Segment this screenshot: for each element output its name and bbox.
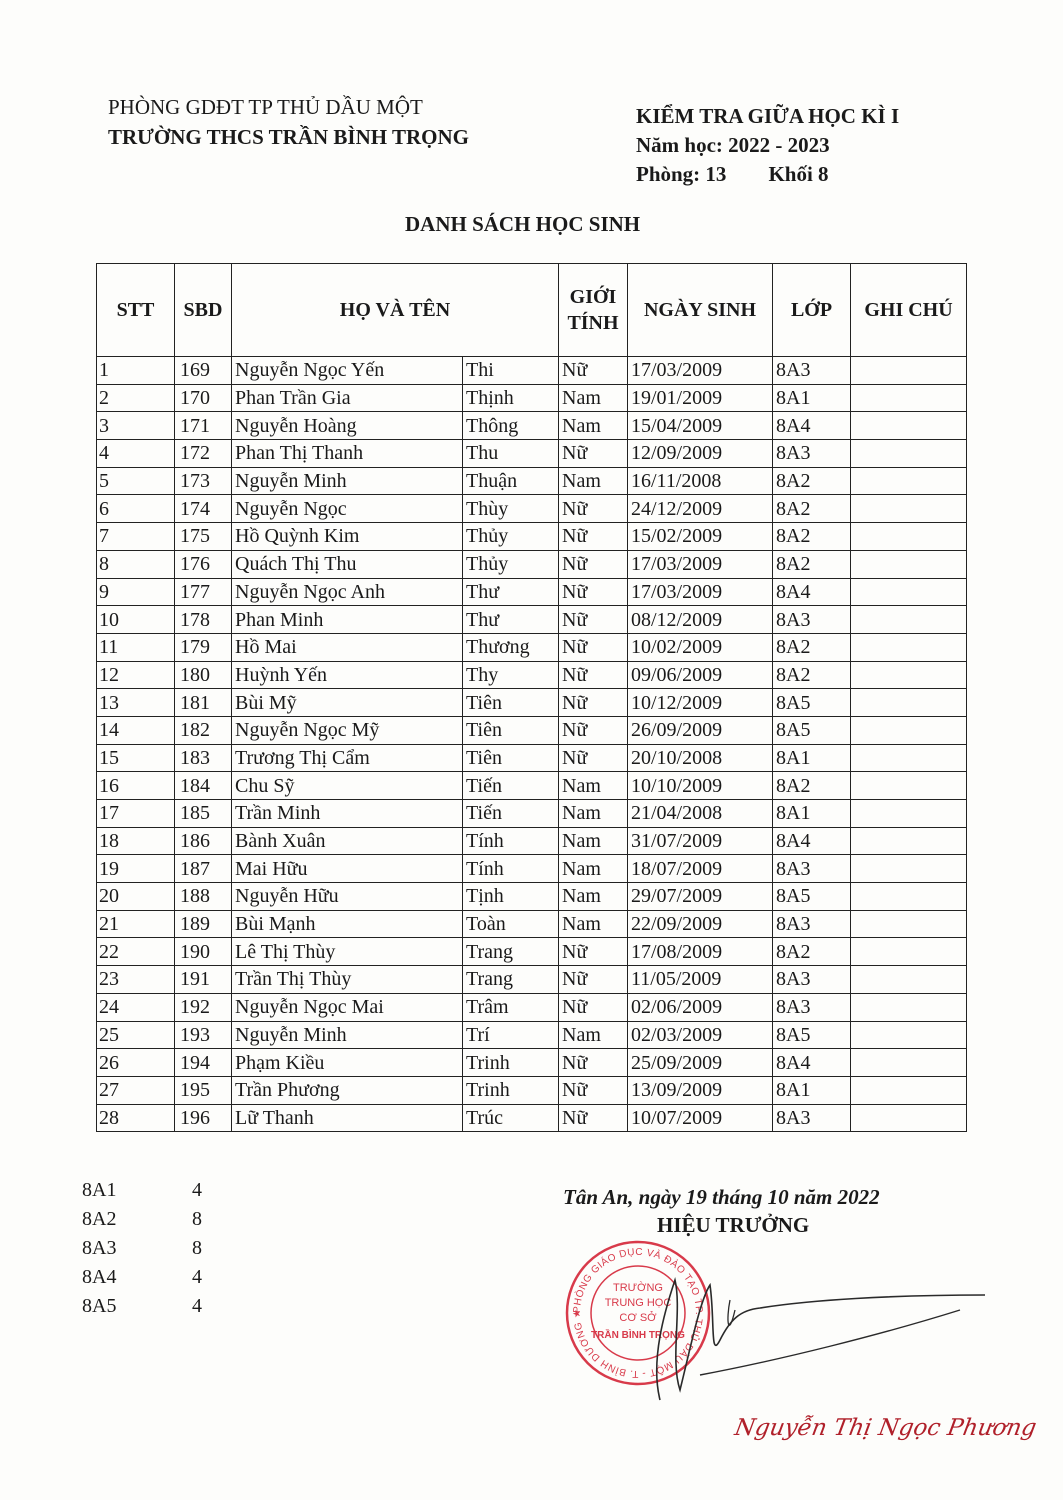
cell-note (851, 744, 967, 772)
cell-surname: Bành Xuân (232, 827, 463, 855)
cell-dob: 26/09/2009 (628, 716, 773, 744)
cell-sbd: 170 (175, 384, 232, 412)
table-row (97, 689, 967, 717)
cell-surname: Nguyễn Minh (232, 1021, 463, 1049)
cell-note (851, 550, 967, 578)
table-row (97, 495, 967, 523)
cell-surname: Hồ Mai (232, 633, 463, 661)
cell-stt: 23 (97, 966, 175, 994)
cell-sbd: 194 (175, 1049, 232, 1077)
col-header-stt: STT (97, 264, 175, 357)
cell-given: Trang (463, 966, 559, 994)
cell-note (851, 1104, 967, 1132)
cell-stt: 26 (97, 1049, 175, 1077)
cell-sbd: 190 (175, 938, 232, 966)
cell-gender: Nữ (559, 495, 628, 523)
table-row (97, 744, 967, 772)
cell-note (851, 661, 967, 689)
school-name: TRƯỜNG THCS TRẦN BÌNH TRỌNG (108, 125, 469, 149)
cell-sbd: 178 (175, 606, 232, 634)
summary-class: 8A1 (82, 1179, 117, 1201)
cell-stt: 8 (97, 550, 175, 578)
cell-class: 8A2 (773, 523, 851, 551)
cell-note (851, 910, 967, 938)
cell-given: Thủy (463, 550, 559, 578)
cell-sbd: 181 (175, 689, 232, 717)
cell-sbd: 171 (175, 412, 232, 440)
cell-stt: 21 (97, 910, 175, 938)
svg-text:TRUNG HỌC: TRUNG HỌC (604, 1297, 672, 1309)
cell-class: 8A3 (773, 1104, 851, 1132)
list-title: DANH SÁCH HỌC SINH (405, 212, 641, 236)
cell-surname: Chu Sỹ (232, 772, 463, 800)
exam-title: KIỂM TRA GIỮA HỌC KÌ I (636, 104, 900, 128)
cell-note (851, 412, 967, 440)
cell-gender: Nam (559, 772, 628, 800)
cell-gender: Nữ (559, 716, 628, 744)
cell-dob: 13/09/2009 (628, 1076, 773, 1104)
cell-sbd: 179 (175, 633, 232, 661)
cell-dob: 29/07/2009 (628, 883, 773, 911)
cell-sbd: 176 (175, 550, 232, 578)
col-header-gender-line1: GIỚI (569, 286, 617, 308)
cell-given: Tiên (463, 744, 559, 772)
cell-given: Thông (463, 412, 559, 440)
cell-stt: 25 (97, 1021, 175, 1049)
summary-row (82, 1263, 202, 1292)
cell-given: Trí (463, 1021, 559, 1049)
cell-surname: Mai Hữu (232, 855, 463, 883)
cell-given: Trinh (463, 1076, 559, 1104)
cell-given: Thuận (463, 467, 559, 495)
cell-dob: 16/11/2008 (628, 467, 773, 495)
cell-note (851, 883, 967, 911)
cell-gender: Nam (559, 384, 628, 412)
cell-gender: Nam (559, 827, 628, 855)
cell-stt: 28 (97, 1104, 175, 1132)
cell-surname: Phan Thị Thanh (232, 440, 463, 468)
cell-note (851, 772, 967, 800)
cell-gender: Nữ (559, 357, 628, 385)
cell-dob: 17/03/2009 (628, 550, 773, 578)
cell-given: Tiên (463, 716, 559, 744)
cell-stt: 15 (97, 744, 175, 772)
cell-dob: 25/09/2009 (628, 1049, 773, 1077)
cell-dob: 02/03/2009 (628, 1021, 773, 1049)
cell-sbd: 193 (175, 1021, 232, 1049)
summary-class: 8A5 (82, 1295, 117, 1317)
cell-gender: Nữ (559, 550, 628, 578)
cell-dob: 22/09/2009 (628, 910, 773, 938)
room-grade-line (636, 160, 899, 189)
cell-given: Thy (463, 661, 559, 689)
cell-class: 8A1 (773, 384, 851, 412)
cell-stt: 1 (97, 357, 175, 385)
cell-class: 8A3 (773, 357, 851, 385)
col-header-sbd: SBD (175, 264, 232, 357)
cell-surname: Nguyễn Ngọc Anh (232, 578, 463, 606)
cell-sbd: 175 (175, 523, 232, 551)
cell-dob: 10/07/2009 (628, 1104, 773, 1132)
cell-surname: Trần Minh (232, 800, 463, 828)
cell-class: 8A2 (773, 495, 851, 523)
cell-note (851, 495, 967, 523)
cell-gender: Nữ (559, 1049, 628, 1077)
cell-surname: Nguyễn Minh (232, 467, 463, 495)
table-row (97, 938, 967, 966)
table-row (97, 827, 967, 855)
cell-surname: Phan Trần Gia (232, 384, 463, 412)
cell-dob: 31/07/2009 (628, 827, 773, 855)
cell-class: 8A4 (773, 578, 851, 606)
summary-row (82, 1205, 202, 1234)
table-row (97, 1076, 967, 1104)
cell-stt: 10 (97, 606, 175, 634)
summary-count: 8 (192, 1237, 202, 1259)
principal-signature (630, 1250, 990, 1420)
cell-stt: 20 (97, 883, 175, 911)
table-row (97, 384, 967, 412)
cell-given: Thu (463, 440, 559, 468)
summary-count: 4 (192, 1295, 202, 1317)
cell-surname: Hồ Quỳnh Kim (232, 523, 463, 551)
cell-stt: 11 (97, 633, 175, 661)
cell-dob: 17/03/2009 (628, 357, 773, 385)
cell-dob: 18/07/2009 (628, 855, 773, 883)
cell-class: 8A4 (773, 827, 851, 855)
cell-gender: Nữ (559, 606, 628, 634)
cell-gender: Nữ (559, 966, 628, 994)
cell-dob: 11/05/2009 (628, 966, 773, 994)
cell-given: Tiến (463, 772, 559, 800)
cell-sbd: 195 (175, 1076, 232, 1104)
cell-dob: 17/08/2009 (628, 938, 773, 966)
cell-stt: 19 (97, 855, 175, 883)
table-row (97, 1104, 967, 1132)
cell-dob: 10/10/2009 (628, 772, 773, 800)
svg-text:CƠ SỞ: CƠ SỞ (619, 1312, 657, 1324)
cell-surname: Nguyễn Hữu (232, 883, 463, 911)
cell-stt: 3 (97, 412, 175, 440)
cell-class: 8A1 (773, 800, 851, 828)
cell-note (851, 606, 967, 634)
cell-class: 8A5 (773, 716, 851, 744)
cell-stt: 9 (97, 578, 175, 606)
cell-sbd: 192 (175, 993, 232, 1021)
cell-note (851, 938, 967, 966)
cell-dob: 21/04/2008 (628, 800, 773, 828)
cell-given: Tiến (463, 800, 559, 828)
cell-stt: 6 (97, 495, 175, 523)
cell-gender: Nữ (559, 661, 628, 689)
cell-stt: 2 (97, 384, 175, 412)
table-row (97, 467, 967, 495)
table-row (97, 578, 967, 606)
table-row (97, 523, 967, 551)
cell-note (851, 993, 967, 1021)
cell-note (851, 1021, 967, 1049)
cell-sbd: 172 (175, 440, 232, 468)
cell-note (851, 523, 967, 551)
cell-given: Thư (463, 578, 559, 606)
table-row (97, 910, 967, 938)
cell-given: Thi (463, 357, 559, 385)
cell-surname: Bùi Mỹ (232, 689, 463, 717)
cell-class: 8A3 (773, 910, 851, 938)
cell-surname: Lữ Thanh (232, 1104, 463, 1132)
cell-gender: Nữ (559, 578, 628, 606)
cell-note (851, 467, 967, 495)
table-body (97, 357, 967, 1132)
cell-dob: 10/02/2009 (628, 633, 773, 661)
cell-dob: 24/12/2009 (628, 495, 773, 523)
cell-given: Tiên (463, 689, 559, 717)
summary-row (82, 1292, 202, 1321)
cell-sbd: 186 (175, 827, 232, 855)
table-row (97, 412, 967, 440)
cell-note (851, 966, 967, 994)
cell-class: 8A2 (773, 633, 851, 661)
cell-class: 8A2 (773, 772, 851, 800)
cell-class: 8A5 (773, 689, 851, 717)
summary-class: 8A3 (82, 1237, 117, 1259)
stamp-ring-text: PHÒNG GIÁO DỤC VÀ ĐÀO TẠO TP. THỦ DẦU MỘT - T. BÌNH DƯƠNG ★ (571, 1246, 705, 1380)
cell-surname: Trần Phương (232, 1076, 463, 1104)
cell-sbd: 173 (175, 467, 232, 495)
cell-gender: Nam (559, 800, 628, 828)
cell-class: 8A3 (773, 440, 851, 468)
cell-sbd: 169 (175, 357, 232, 385)
room-number: Phòng: 13 (636, 162, 727, 186)
cell-gender: Nam (559, 883, 628, 911)
cell-stt: 24 (97, 993, 175, 1021)
cell-sbd: 188 (175, 883, 232, 911)
table-row (97, 993, 967, 1021)
cell-given: Thủy (463, 523, 559, 551)
cell-note (851, 440, 967, 468)
exam-header (636, 102, 899, 189)
col-header-gender-line2: TÍNH (567, 312, 619, 334)
cell-note (851, 578, 967, 606)
cell-given: Trang (463, 938, 559, 966)
cell-gender: Nam (559, 1021, 628, 1049)
cell-gender: Nữ (559, 1076, 628, 1104)
cell-surname: Quách Thị Thu (232, 550, 463, 578)
cell-note (851, 716, 967, 744)
cell-surname: Nguyễn Ngọc Mai (232, 993, 463, 1021)
cell-surname: Phan Minh (232, 606, 463, 634)
cell-class: 8A1 (773, 744, 851, 772)
cell-sbd: 191 (175, 966, 232, 994)
cell-stt: 7 (97, 523, 175, 551)
cell-class: 8A5 (773, 1021, 851, 1049)
cell-note (851, 357, 967, 385)
cell-surname: Trần Thị Thùy (232, 966, 463, 994)
cell-gender: Nữ (559, 938, 628, 966)
cell-given: Trinh (463, 1049, 559, 1077)
cell-given: Toàn (463, 910, 559, 938)
summary-row (82, 1176, 202, 1205)
cell-class: 8A2 (773, 661, 851, 689)
cell-note (851, 384, 967, 412)
cell-surname: Nguyễn Ngọc (232, 495, 463, 523)
col-header-gender (559, 264, 628, 357)
cell-stt: 16 (97, 772, 175, 800)
cell-stt: 14 (97, 716, 175, 744)
table-row (97, 606, 967, 634)
cell-given: Trúc (463, 1104, 559, 1132)
cell-given: Thùy (463, 495, 559, 523)
cell-gender: Nam (559, 910, 628, 938)
table-header-row (97, 264, 967, 357)
school-year: Năm học: 2022 - 2023 (636, 133, 830, 157)
cell-dob: 15/04/2009 (628, 412, 773, 440)
cell-gender: Nam (559, 855, 628, 883)
cell-dob: 09/06/2009 (628, 661, 773, 689)
table-row (97, 966, 967, 994)
cell-gender: Nam (559, 412, 628, 440)
cell-dob: 15/02/2009 (628, 523, 773, 551)
table-row (97, 1021, 967, 1049)
cell-gender: Nữ (559, 744, 628, 772)
signatory-title: HIỆU TRƯỞNG (657, 1213, 810, 1237)
cell-note (851, 1049, 967, 1077)
cell-given: Thư (463, 606, 559, 634)
cell-note (851, 1076, 967, 1104)
signer-name: Nguyễn Thị Ngọc Phương (732, 1415, 1039, 1441)
cell-gender: Nữ (559, 633, 628, 661)
table-row (97, 772, 967, 800)
cell-dob: 19/01/2009 (628, 384, 773, 412)
place-date: Tân An, ngày 19 tháng 10 năm 2022 (563, 1185, 880, 1209)
summary-class: 8A4 (82, 1266, 117, 1288)
cell-surname: Huỳnh Yến (232, 661, 463, 689)
cell-note (851, 633, 967, 661)
cell-gender: Nữ (559, 440, 628, 468)
cell-given: Tính (463, 827, 559, 855)
cell-class: 8A2 (773, 550, 851, 578)
cell-surname: Lê Thị Thùy (232, 938, 463, 966)
cell-surname: Trương Thị Cẩm (232, 744, 463, 772)
grade-level: Khối 8 (768, 162, 829, 186)
cell-class: 8A1 (773, 1076, 851, 1104)
cell-stt: 27 (97, 1076, 175, 1104)
col-header-name: HỌ VÀ TÊN (232, 264, 559, 357)
cell-dob: 08/12/2009 (628, 606, 773, 634)
cell-sbd: 174 (175, 495, 232, 523)
table-row (97, 1049, 967, 1077)
cell-dob: 20/10/2008 (628, 744, 773, 772)
table-row (97, 883, 967, 911)
cell-sbd: 189 (175, 910, 232, 938)
cell-sbd: 183 (175, 744, 232, 772)
cell-given: Thịnh (463, 384, 559, 412)
summary-count: 8 (192, 1208, 202, 1230)
summary-row (82, 1234, 202, 1263)
table-row (97, 855, 967, 883)
cell-sbd: 180 (175, 661, 232, 689)
cell-class: 8A3 (773, 966, 851, 994)
summary-class: 8A2 (82, 1208, 117, 1230)
table-row (97, 550, 967, 578)
cell-dob: 10/12/2009 (628, 689, 773, 717)
cell-given: Tính (463, 855, 559, 883)
cell-stt: 12 (97, 661, 175, 689)
cell-sbd: 196 (175, 1104, 232, 1132)
cell-sbd: 184 (175, 772, 232, 800)
table-row (97, 440, 967, 468)
cell-stt: 13 (97, 689, 175, 717)
cell-gender: Nữ (559, 993, 628, 1021)
department-name: PHÒNG GDĐT TP THỦ DẦU MỘT (108, 95, 423, 119)
cell-dob: 17/03/2009 (628, 578, 773, 606)
col-header-class: LỚP (773, 264, 851, 357)
cell-surname: Nguyễn Ngọc Yến (232, 357, 463, 385)
table-row (97, 357, 967, 385)
summary-count: 4 (192, 1266, 202, 1288)
cell-given: Thương (463, 633, 559, 661)
table-row (97, 716, 967, 744)
table-row (97, 661, 967, 689)
cell-sbd: 182 (175, 716, 232, 744)
cell-surname: Nguyễn Hoàng (232, 412, 463, 440)
cell-sbd: 177 (175, 578, 232, 606)
cell-sbd: 185 (175, 800, 232, 828)
cell-class: 8A3 (773, 606, 851, 634)
cell-stt: 22 (97, 938, 175, 966)
cell-surname: Bùi Mạnh (232, 910, 463, 938)
summary-count: 4 (192, 1179, 202, 1201)
cell-gender: Nữ (559, 523, 628, 551)
cell-class: 8A2 (773, 467, 851, 495)
cell-class: 8A4 (773, 412, 851, 440)
cell-class: 8A2 (773, 938, 851, 966)
cell-given: Tịnh (463, 883, 559, 911)
cell-stt: 4 (97, 440, 175, 468)
svg-text:TRƯỜNG: TRƯỜNG (613, 1282, 663, 1294)
cell-note (851, 800, 967, 828)
cell-sbd: 187 (175, 855, 232, 883)
student-roster-table (96, 263, 967, 1132)
cell-surname: Nguyễn Ngọc Mỹ (232, 716, 463, 744)
cell-dob: 02/06/2009 (628, 993, 773, 1021)
cell-stt: 18 (97, 827, 175, 855)
school-header (108, 92, 469, 152)
cell-note (851, 855, 967, 883)
cell-class: 8A3 (773, 993, 851, 1021)
cell-dob: 12/09/2009 (628, 440, 773, 468)
cell-surname: Phạm Kiều (232, 1049, 463, 1077)
svg-text:TRẦN BÌNH TRỌNG: TRẦN BÌNH TRỌNG (591, 1330, 685, 1341)
cell-gender: Nữ (559, 689, 628, 717)
cell-gender: Nam (559, 467, 628, 495)
cell-given: Trâm (463, 993, 559, 1021)
cell-gender: Nữ (559, 1104, 628, 1132)
col-header-note: GHI CHÚ (851, 264, 967, 357)
cell-stt: 5 (97, 467, 175, 495)
col-header-dob: NGÀY SINH (628, 264, 773, 357)
table-row (97, 800, 967, 828)
cell-class: 8A4 (773, 1049, 851, 1077)
table-row (97, 633, 967, 661)
cell-note (851, 827, 967, 855)
cell-note (851, 689, 967, 717)
class-count-summary (82, 1176, 202, 1321)
cell-stt: 17 (97, 800, 175, 828)
cell-class: 8A3 (773, 855, 851, 883)
cell-class: 8A5 (773, 883, 851, 911)
